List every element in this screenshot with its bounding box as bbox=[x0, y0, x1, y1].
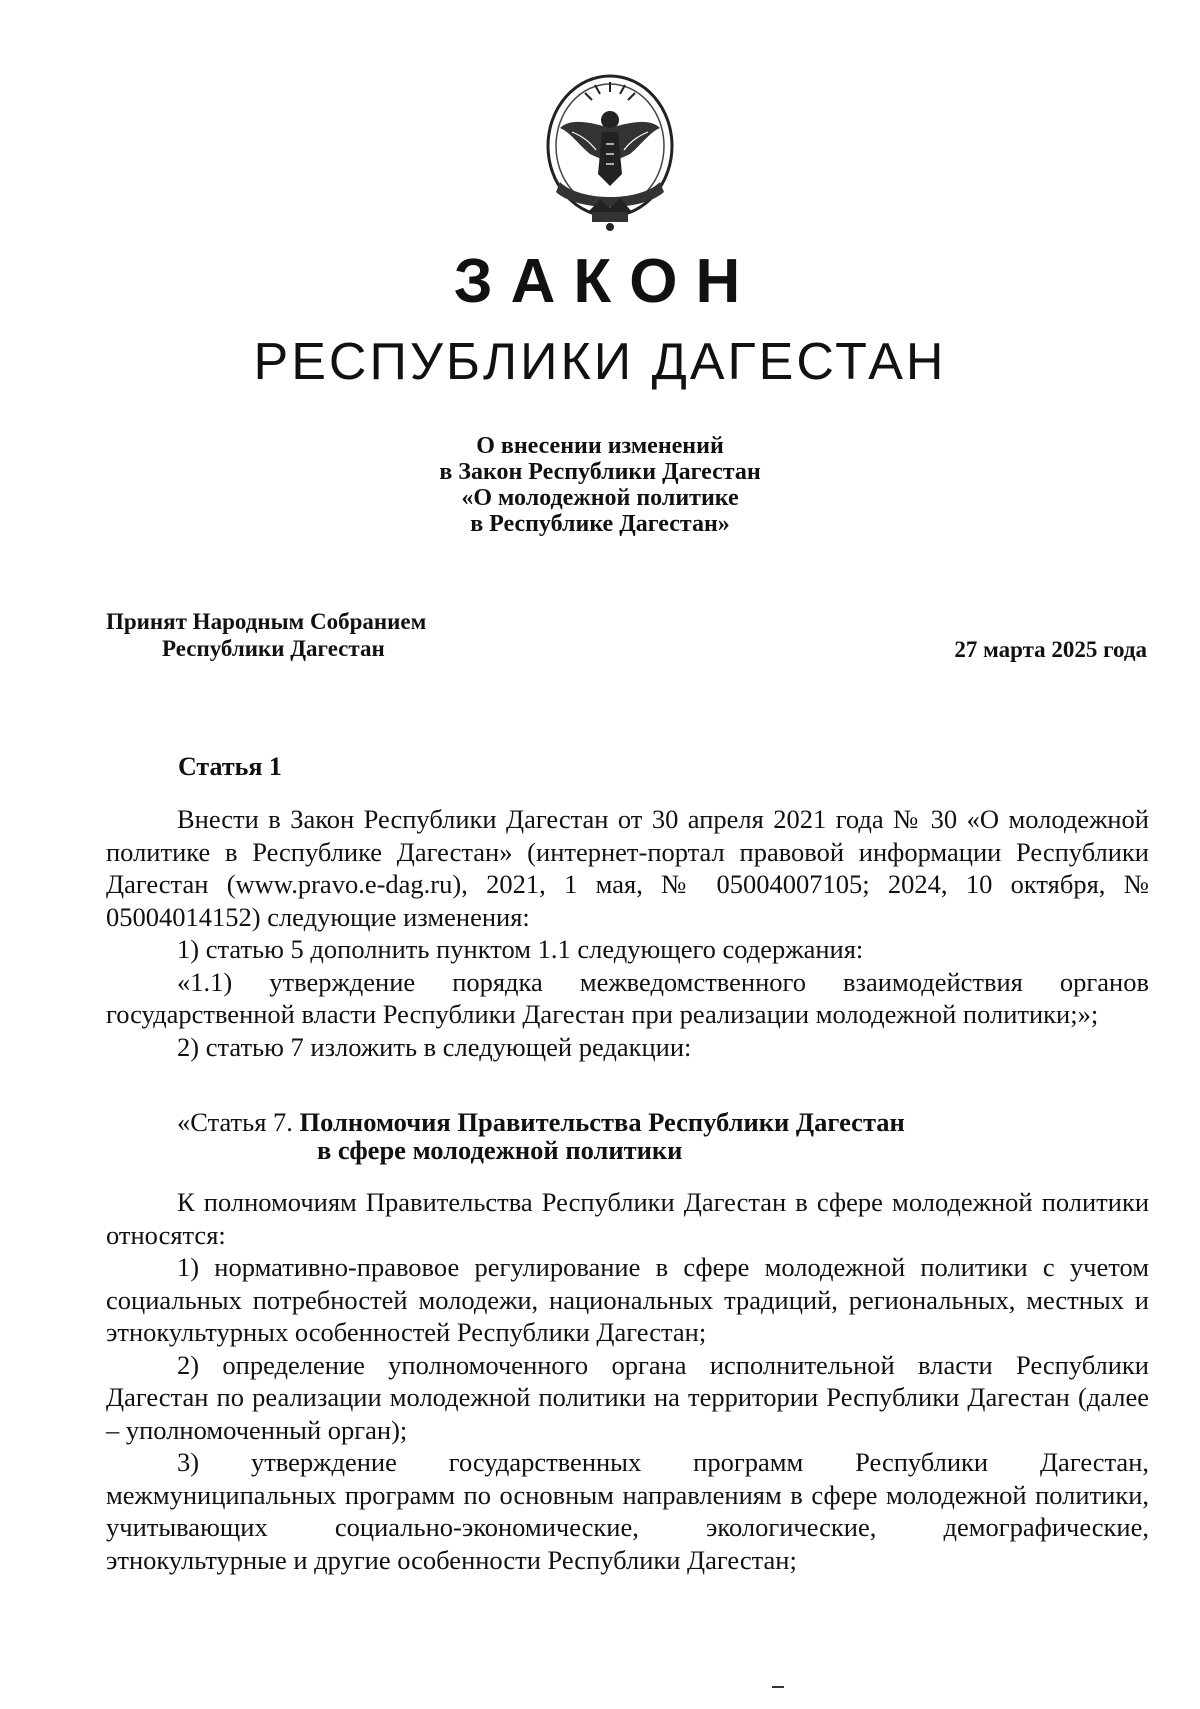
adoption-date: 27 марта 2025 года bbox=[954, 637, 1147, 662]
paragraph: 3) утверждение государственных программ Республики Дагестан, межмуниципальных программ по основным направлениям в сфере молодежной политики, учитывающих социально-экономические, экологические, демографические, этнокультурные и другие особенности Республики Дагестан; bbox=[106, 1447, 1149, 1575]
article-7-title: Полномочия Правительства Республики Дагестан bbox=[299, 1107, 905, 1137]
paragraph: 1) нормативно-правовое регулирование в сфере молодежной политики с учетом социальных потребностей молодежи, национальных традиций, региональных, местных и этнокультурных особенностей Республики Дагестан; bbox=[106, 1252, 1149, 1347]
paragraph: К полномочиям Правительства Республики Дагестан в сфере молодежной политики относятся: bbox=[106, 1187, 1149, 1250]
paragraph: 1) статью 5 дополнить пунктом 1.1 следующего содержания: bbox=[177, 934, 864, 964]
paragraph: 2) определение уполномоченного органа исполнительной власти Республики Дагестан по реализации молодежной политики на территории Республики Дагестан (далее – уполномоченный орган); bbox=[106, 1349, 1149, 1445]
article-heading: Статья 1 bbox=[178, 752, 282, 781]
article-7-body bbox=[106, 1186, 1149, 1576]
paragraph: 2) статью 7 изложить в следующей редакции: bbox=[177, 1031, 692, 1062]
eagle-emblem-icon bbox=[530, 62, 690, 234]
adopted-line: Республики Дагестан bbox=[162, 636, 385, 661]
coat-of-arms-emblem bbox=[530, 62, 690, 234]
article-7-prefix: «Статья 7. bbox=[177, 1107, 300, 1137]
subject-line: О внесении изменений bbox=[476, 433, 724, 459]
paragraph: «1.1) утверждение порядка межведомственного взаимодействия органов государственной власти Республики Дагестан при реализации молодежной политики;»; bbox=[106, 966, 1149, 1029]
adopted-by bbox=[106, 608, 426, 662]
document-subtitle: РЕСПУБЛИКИ ДАГЕСТАН bbox=[253, 333, 947, 391]
article-1-body bbox=[106, 803, 1149, 1063]
article-7-title-line2: в сфере молодежной политики bbox=[317, 1135, 683, 1165]
adopted-line: Принят Народным Собранием bbox=[106, 609, 427, 634]
subject-line: «О молодежной политике bbox=[461, 485, 739, 511]
law-subject bbox=[0, 433, 1200, 537]
document-title: ЗАКОН bbox=[453, 247, 759, 316]
subject-line: в Закон Республики Дагестан bbox=[439, 459, 761, 485]
paragraph: Внести в Закон Республики Дагестан от 30 апреля 2021 года № 30 «О молодежной политике в Республике Дагестан» (интернет-портал правовой информации Республики Дагестан (www.pravo.e-dag.ru), 2021, 1 мая, № 05004007105; 2024, 10 октября, № 05004014152) следующие изменения: bbox=[106, 804, 1149, 932]
page-mark bbox=[772, 1686, 784, 1688]
article-7-heading bbox=[177, 1108, 905, 1164]
subject-line: в Республике Дагестан» bbox=[470, 511, 730, 537]
